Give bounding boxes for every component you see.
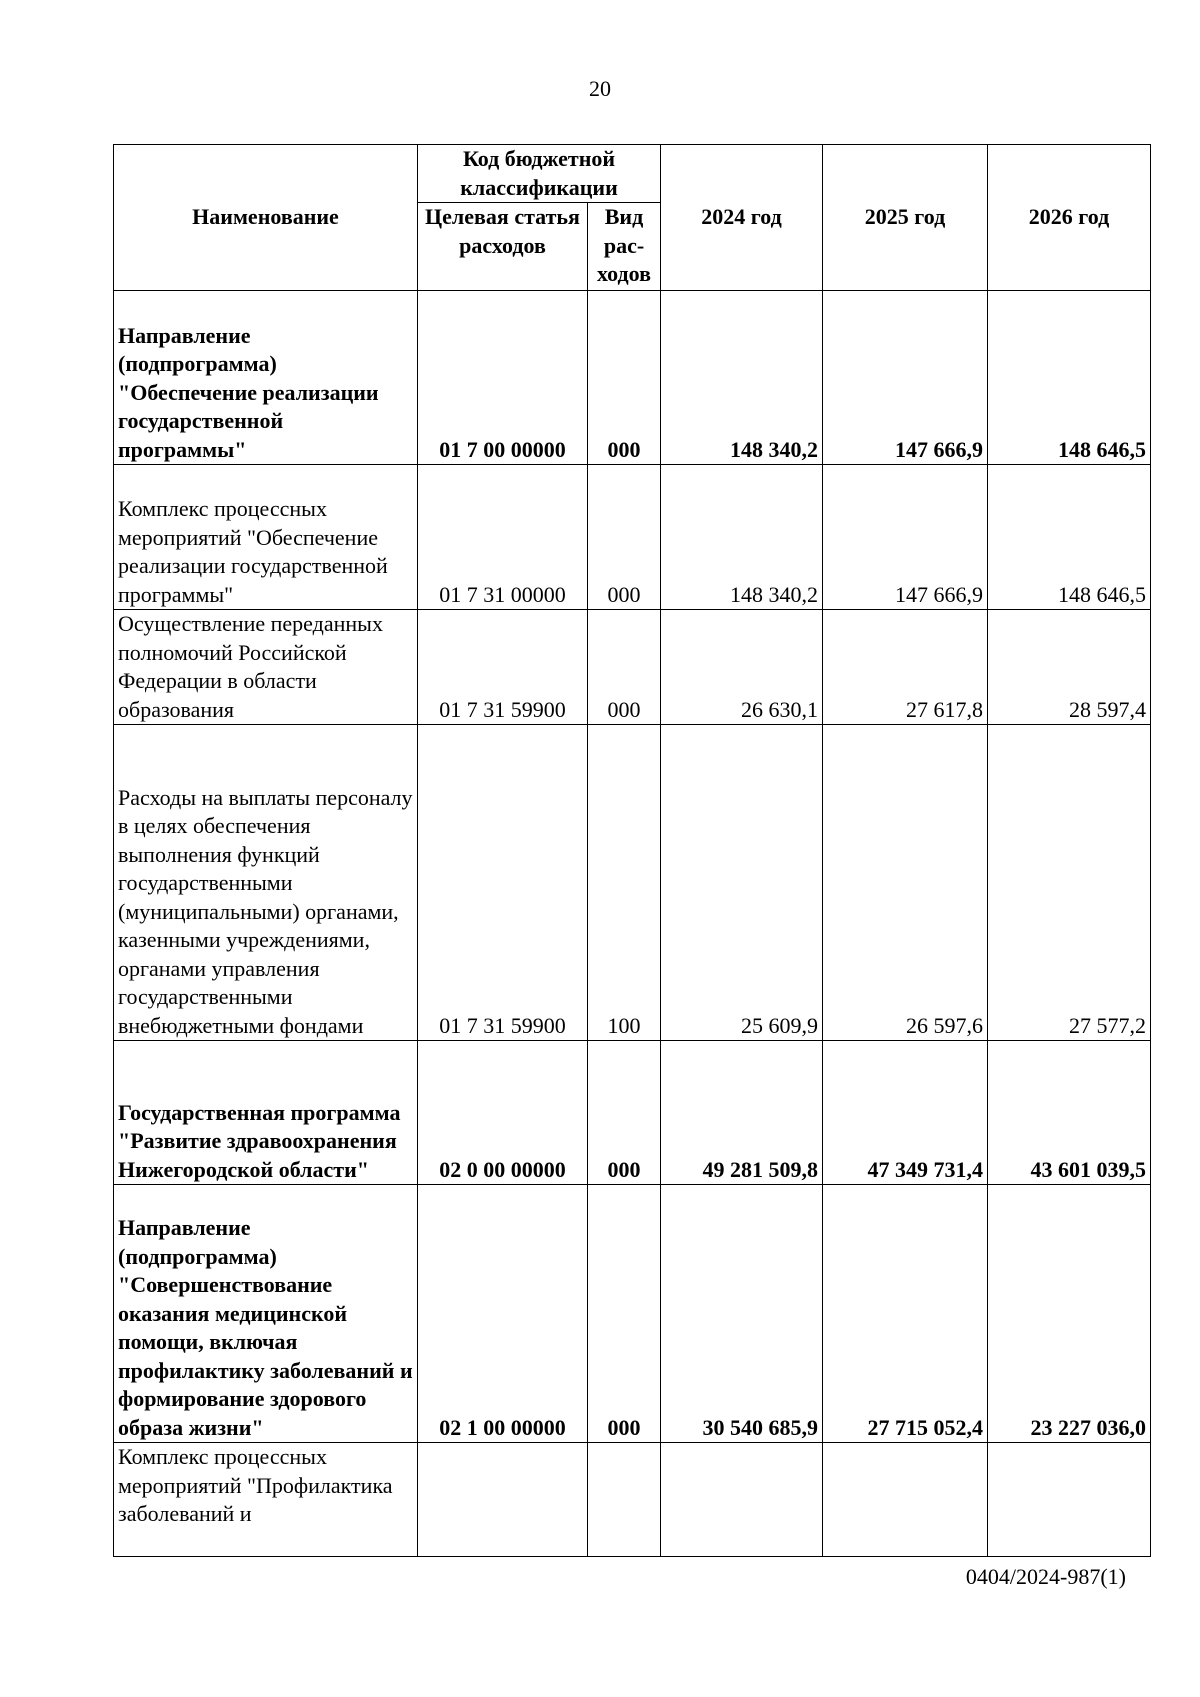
row-value-2024 (661, 1443, 823, 1557)
row-expense-type: 000 (588, 1185, 661, 1443)
table-row (114, 1443, 1151, 1557)
header-target-article: Целевая статья расходов (418, 203, 588, 291)
table-row (114, 291, 1151, 465)
row-target-article: 01 7 31 59900 (418, 610, 588, 725)
header-code-group: Код бюджетной классификации (418, 145, 661, 203)
row-target-article: 01 7 31 00000 (418, 465, 588, 610)
row-expense-type: 000 (588, 610, 661, 725)
header-year-2026: 2026 год (988, 145, 1151, 291)
row-value-2026: 23 227 036,0 (988, 1185, 1151, 1443)
row-name: Расходы на выплаты персоналу в целях обеспечения выполнения функций государственными (муниципальными) органами, казенными учреждениями, органами управления государственными внебюджетными фондами (114, 725, 418, 1041)
row-name: Комплекс процессных мероприятий "Профилактика заболеваний и (114, 1443, 418, 1557)
row-value-2026 (988, 1443, 1151, 1557)
row-name: Осуществление переданных полномочий Российской Федерации в области образования (114, 610, 418, 725)
row-value-2024: 148 340,2 (661, 465, 823, 610)
row-value-2026: 27 577,2 (988, 725, 1151, 1041)
header-expense-type: Вид рас-ходов (588, 203, 661, 291)
row-value-2025: 26 597,6 (823, 725, 988, 1041)
row-target-article: 01 7 00 00000 (418, 291, 588, 465)
row-value-2025: 147 666,9 (823, 291, 988, 465)
row-expense-type: 000 (588, 465, 661, 610)
row-target-article (418, 1443, 588, 1557)
row-value-2025: 27 617,8 (823, 610, 988, 725)
row-expense-type: 100 (588, 725, 661, 1041)
row-expense-type: 000 (588, 291, 661, 465)
row-value-2026: 148 646,5 (988, 291, 1151, 465)
row-value-2025: 27 715 052,4 (823, 1185, 988, 1443)
budget-table (113, 144, 1151, 1557)
row-name: Направление (подпрограмма) "Обеспечение реализации государственной программы" (114, 291, 418, 465)
table-row (114, 610, 1151, 725)
header-year-2025: 2025 год (823, 145, 988, 291)
row-value-2025: 147 666,9 (823, 465, 988, 610)
header-name: Наименование (114, 145, 418, 291)
table-row (114, 1041, 1151, 1185)
row-value-2024: 26 630,1 (661, 610, 823, 725)
page-number: 20 (589, 76, 611, 101)
row-value-2024: 30 540 685,9 (661, 1185, 823, 1443)
table-row (114, 1185, 1151, 1443)
row-target-article: 01 7 31 59900 (418, 725, 588, 1041)
row-value-2026: 28 597,4 (988, 610, 1151, 725)
document-id: 0404/2024-987(1) (965, 1564, 1126, 1589)
row-target-article: 02 1 00 00000 (418, 1185, 588, 1443)
row-name: Комплекс процессных мероприятий "Обеспечение реализации государственной программы" (114, 465, 418, 610)
row-value-2026: 148 646,5 (988, 465, 1151, 610)
header-year-2024: 2024 год (661, 145, 823, 291)
row-value-2024: 49 281 509,8 (661, 1041, 823, 1185)
row-expense-type (588, 1443, 661, 1557)
row-value-2025 (823, 1443, 988, 1557)
row-name: Направление (подпрограмма) "Совершенствование оказания медицинской помощи, включая профилактику заболеваний и формирование здорового образа жизни" (114, 1185, 418, 1443)
table-row (114, 465, 1151, 610)
row-value-2024: 148 340,2 (661, 291, 823, 465)
row-name: Государственная программа "Развитие здравоохранения Нижегородской области" (114, 1041, 418, 1185)
row-value-2025: 47 349 731,4 (823, 1041, 988, 1185)
row-value-2026: 43 601 039,5 (988, 1041, 1151, 1185)
row-target-article: 02 0 00 00000 (418, 1041, 588, 1185)
row-value-2024: 25 609,9 (661, 725, 823, 1041)
row-expense-type: 000 (588, 1041, 661, 1185)
table-row (114, 725, 1151, 1041)
